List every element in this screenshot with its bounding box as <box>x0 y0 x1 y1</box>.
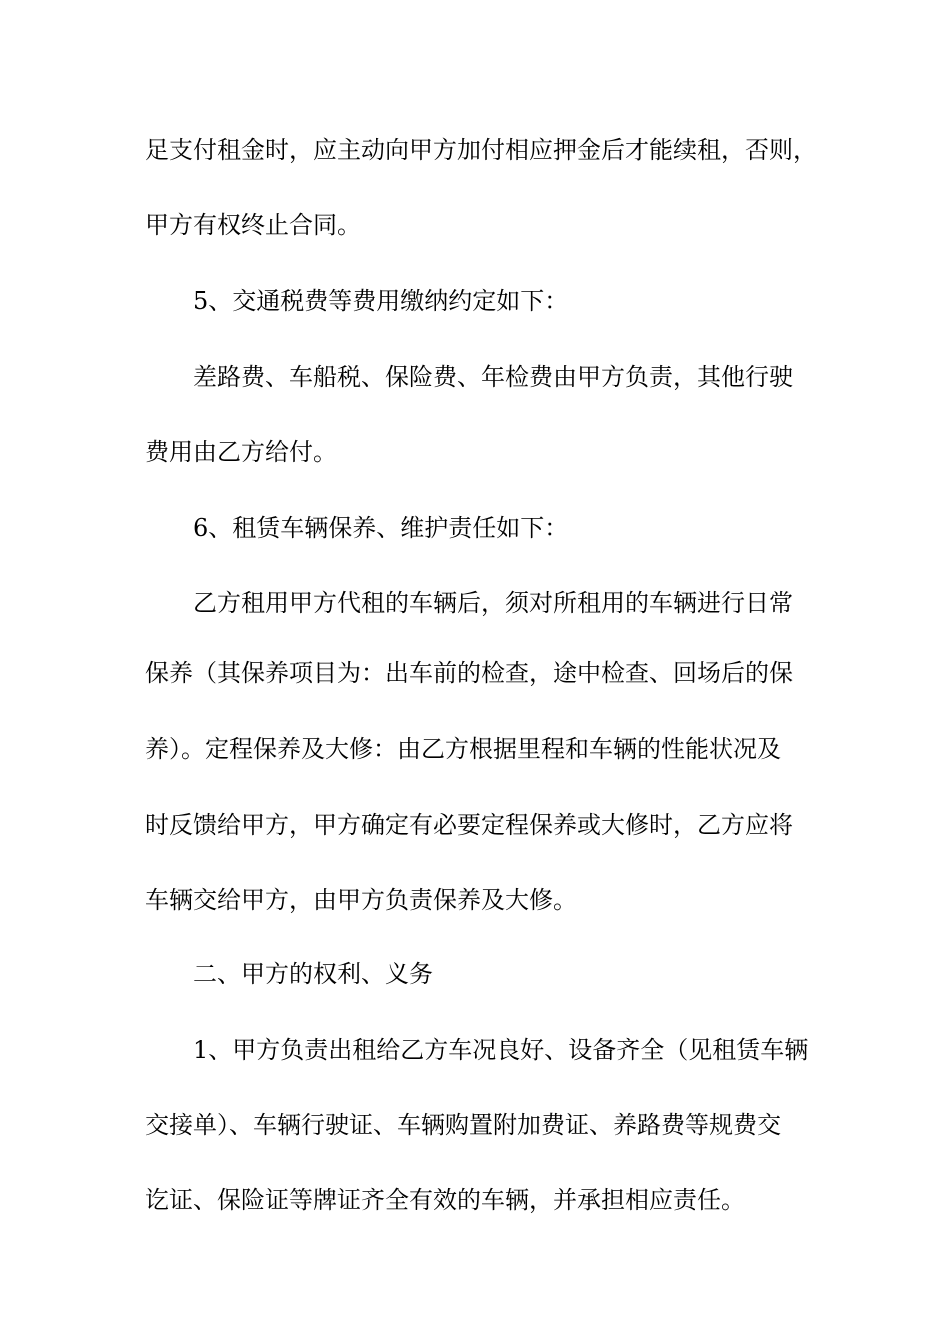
text-line: 乙方租用甲方代租的车辆后，须对所租用的车辆进行日常 <box>193 589 793 617</box>
section-heading: 二、甲方的权利、义务 <box>193 960 433 988</box>
text-line: 养）。定程保养及大修：由乙方根据里程和车辆的性能状况及 <box>145 735 781 763</box>
numbered-item-heading: 5、交通税费等费用缴纳约定如下： <box>193 287 569 315</box>
text-line: 交接单）、车辆行驶证、车辆购置附加费证、养路费等规费交 <box>145 1111 781 1139</box>
numbered-item: 1、甲方负责出租给乙方车况良好、设备齐全（见租赁车辆 <box>193 1036 809 1064</box>
text-line: 时反馈给甲方，甲方确定有必要定程保养或大修时，乙方应将 <box>145 811 793 839</box>
text-line: 足支付租金时，应主动向甲方加付相应押金后才能续租，否则， <box>145 136 817 164</box>
text-line: 差路费、车船税、保险费、年检费由甲方负责，其他行驶 <box>193 363 793 391</box>
text-line: 讫证、保险证等牌证齐全有效的车辆，并承担相应责任。 <box>145 1186 745 1214</box>
text-line: 费用由乙方给付。 <box>145 438 337 466</box>
text-line: 甲方有权终止合同。 <box>145 211 361 239</box>
text-line: 车辆交给甲方，由甲方负责保养及大修。 <box>145 886 577 914</box>
numbered-item-heading: 6、租赁车辆保养、维护责任如下： <box>193 514 569 542</box>
text-line: 保养（其保养项目为：出车前的检查，途中检查、回场后的保 <box>145 659 793 687</box>
